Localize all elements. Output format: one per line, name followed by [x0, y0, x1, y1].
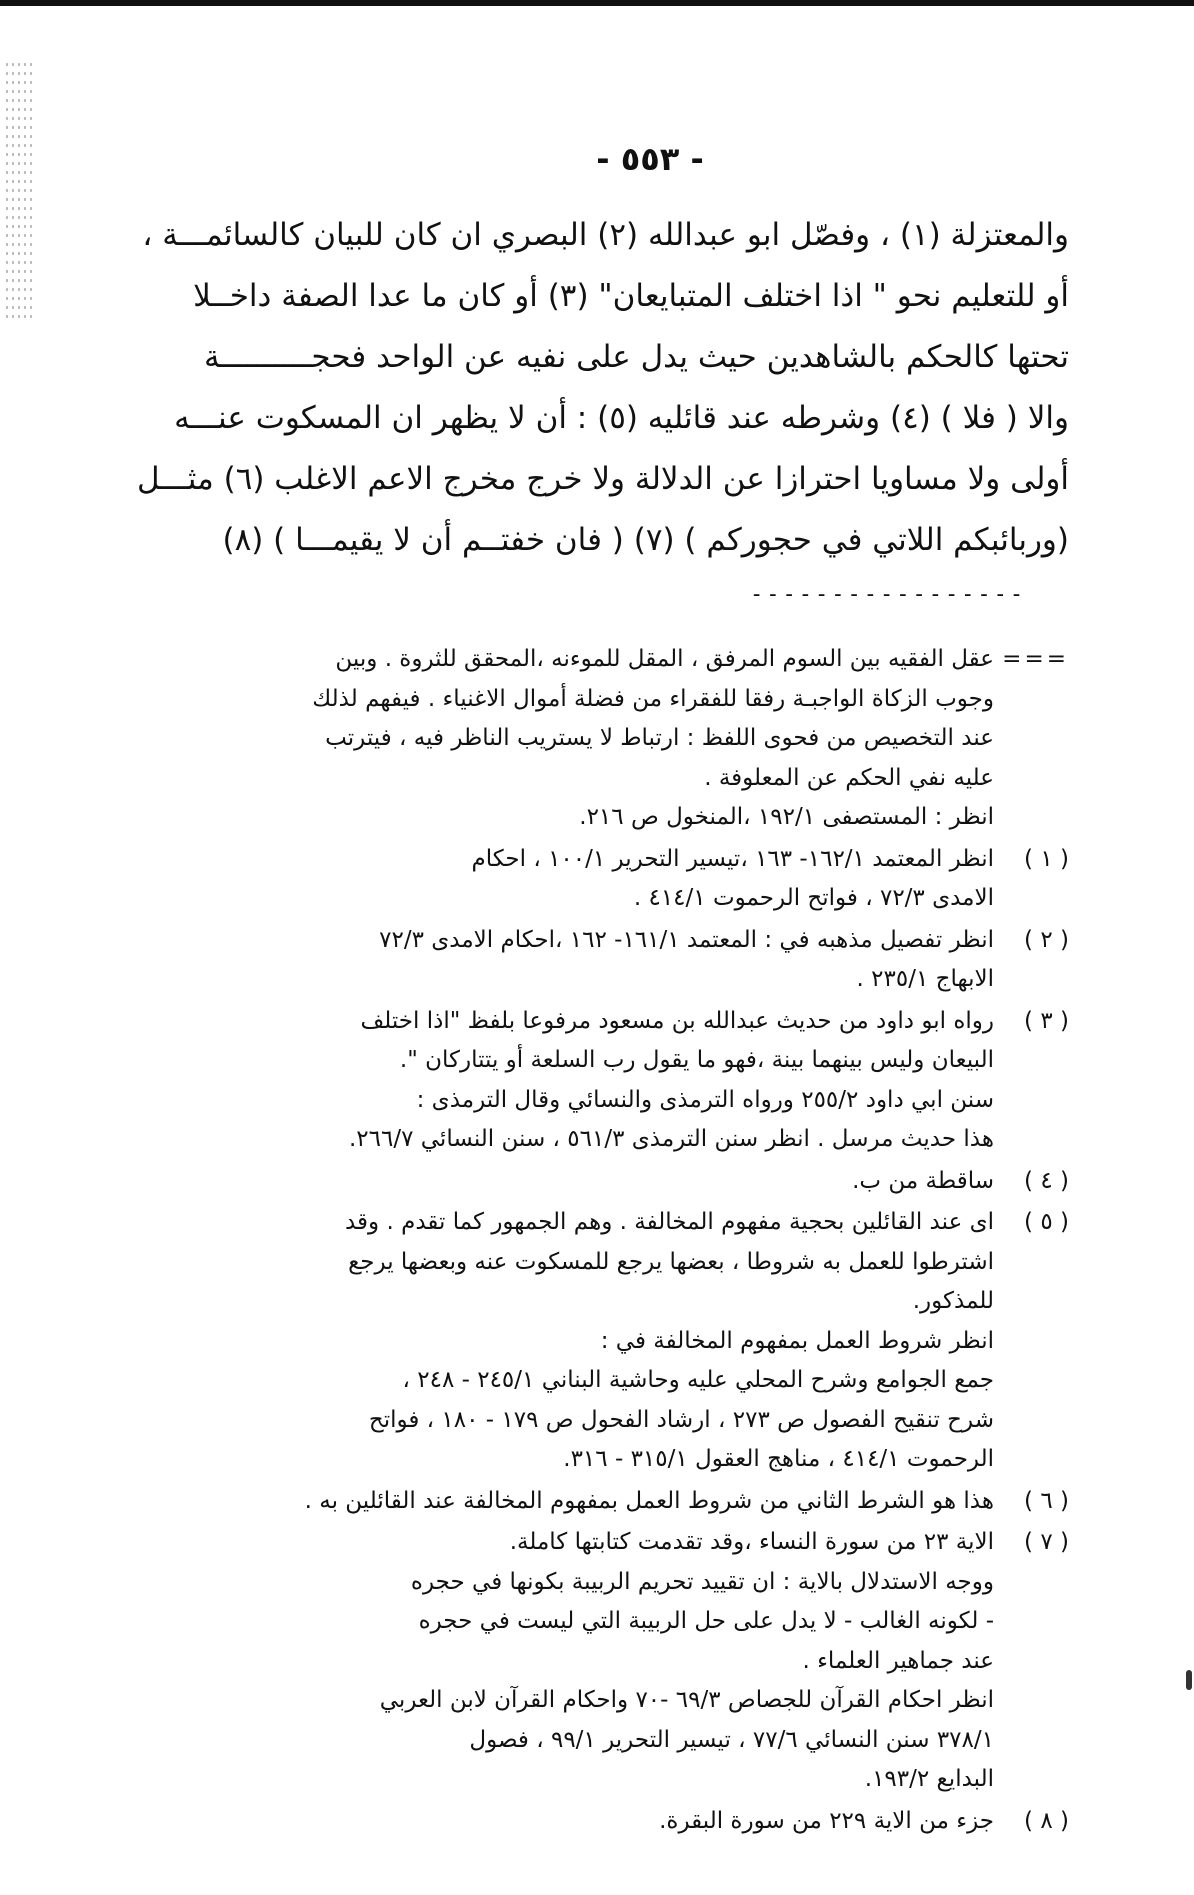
- footnote-line: اشترطوا للعمل به شروطا ، بعضها يرجع للمسكوت عنه وبعضها يرجع: [348, 1248, 994, 1275]
- footnote-body: [129, 921, 994, 1000]
- page-number: - ٥٥٣ -: [596, 140, 704, 178]
- footnote-number: ===: [1002, 646, 1069, 672]
- footnote-line: الرحموت ٤١٤/١ ، مناهج العقول ٣١٥/١ - ٣١٦.: [563, 1446, 994, 1472]
- footnote-line: ووجه الاستدلال بالاية : ان تقييد تحريم الربيبة بكونها في حجره: [410, 1568, 994, 1595]
- footnote-body: [129, 1203, 994, 1480]
- footnote-body: [129, 1482, 994, 1522]
- footnote-line: ساقطة من ب.: [852, 1167, 994, 1194]
- footnote-line: عليه نفي الحكم عن المعلوفة .: [704, 764, 994, 791]
- footnote-body: [129, 1162, 994, 1202]
- main-text-line: والا ( فلا ) (٤) وشرطه عند قائليه (٥) : أن لا يظهر ان المسكوت عنـــه: [174, 400, 1069, 436]
- main-text-line: والمعتزلة (١) ، وفصّل ابو عبدالله (٢) البصري ان كان للبيان كالسائمـــة ،: [142, 217, 1069, 253]
- footnote-8: [129, 1802, 1069, 1842]
- footnote-1: [129, 840, 1069, 919]
- scan-speckle-margin: [4, 60, 34, 320]
- main-text-line: أولى ولا مساويا احترازا عن الدلالة ولا خرج مخرج الاعم الاغلب (٦) مثـــل: [137, 461, 1069, 497]
- footnote-number: ( ٢ ): [1024, 926, 1069, 953]
- footnote-line: انظر احكام القرآن للجصاص ٦٩/٣ -٧٠ واحكام القرآن لابن العربي: [379, 1687, 994, 1713]
- footnote-line: هذا حديث مرسل . انظر سنن الترمذى ٥٦١/٣ ، سنن النسائي ٢٦٦/٧.: [348, 1126, 994, 1152]
- footnote-line: الامدى ٧٢/٣ ، فواتح الرحموت ٤١٤/١ .: [633, 885, 994, 911]
- footnote-number: ( ٧ ): [1024, 1529, 1069, 1555]
- footnote-number: ( ١ ): [1024, 845, 1069, 872]
- footnote-line: - لكونه الغالب - لا يدل على حل الربيبة التي ليست في حجره: [418, 1608, 994, 1634]
- footnote-3: [129, 1002, 1069, 1160]
- main-text-line: (وربائبكم اللاتي في حجوركم ) (٧) ( فان خفتــم أن لا يقيمـــا ) (٨): [222, 522, 1069, 558]
- footnote-line: اى عند القائلين بحجية مفهوم المخالفة . وهم الجمهور كما تقدم . وقد: [344, 1209, 994, 1235]
- footnote-line: جزء من الاية ٢٢٩ من سورة البقرة.: [659, 1807, 994, 1834]
- footnote-body: [129, 1802, 994, 1842]
- footnote-number: ( ٦ ): [1024, 1487, 1069, 1514]
- footnote-line: انظر شروط العمل بمفهوم المخالفة في :: [600, 1327, 994, 1354]
- footnote-body: [129, 640, 994, 838]
- footnote-body: [129, 1523, 994, 1800]
- footnote-number: ( ٤ ): [1024, 1167, 1069, 1194]
- footnote-line: الاية ٢٣ من سورة النساء ،وقد تقدمت كتابتها كاملة.: [509, 1529, 994, 1555]
- footnote-line: هذا هو الشرط الثاني من شروط العمل بمفهوم المخالفة عند القائلين به .: [304, 1487, 994, 1514]
- footnote-body: [129, 840, 994, 919]
- footnote-line: سنن ابي داود ٢٥٥/٢ ورواه الترمذى والنسائي وقال الترمذى :: [416, 1086, 994, 1113]
- footnote-line: انظر المعتمد ١٦٢/١- ١٦٣ ،تيسير التحرير ١٠٠/١ ، احكام: [471, 845, 994, 872]
- footnote-line: جمع الجوامع وشرح المحلي عليه وحاشية البناني ٢٤٥/١ - ٢٤٨ ،: [402, 1367, 994, 1393]
- footnote-2: [129, 921, 1069, 1000]
- footnote-line: انظر تفصيل مذهبه في : المعتمد ١٦١/١- ١٦٢ ،احكام الامدى ٧٢/٣: [379, 926, 994, 953]
- footnote-line: عند التخصيص من فحوى اللفظ : ارتباط لا يستريب الناظر فيه ، فيترتب: [325, 725, 994, 751]
- footnote-line: للمذكور.: [912, 1288, 994, 1314]
- footnote-number: ( ٥ ): [1024, 1209, 1069, 1235]
- footnote-7: [129, 1523, 1069, 1800]
- footnote-body: [129, 1002, 994, 1160]
- footnote-line: انظر : المستصفى ١٩٢/١ ،المنخول ص ٢١٦.: [579, 804, 994, 830]
- footnote-line: البدايع ١٩٣/٢.: [864, 1766, 994, 1792]
- footnote-line: رواه ابو داود من حديث عبدالله بن مسعود مرفوعا بلفظ "اذا اختلف: [360, 1007, 994, 1034]
- scan-edge-mark: [1186, 1670, 1192, 1690]
- main-text-line: أو للتعليم نحو " اذا اختلف المتبايعان" (٣) أو كان ما عدا الصفة داخــلا: [193, 278, 1069, 314]
- footnote-line: ٣٧٨/١ سنن النسائي ٧٧/٦ ، تيسير التحرير ٩٩/١ ، فصول: [469, 1726, 994, 1753]
- footnote-line: عقل الفقيه بين السوم المرفق ، المقل للموءنه ،المحقق للثروة . وبين: [335, 646, 994, 672]
- footnote-number: ( ٨ ): [1024, 1807, 1069, 1834]
- footnote-line: عند جماهير العلماء .: [802, 1647, 994, 1674]
- footnote-number: ( ٣ ): [1024, 1007, 1069, 1034]
- footnote-continuation: [129, 640, 1069, 838]
- footnote-line: الابهاج ٢٣٥/١ .: [856, 966, 994, 992]
- footnote-5: [129, 1203, 1069, 1480]
- footnote-4: [129, 1162, 1069, 1202]
- footnote-line: وجوب الزكاة الواجبـة رفقا للفقراء من فضلة أموال الاغنياء . فيفهم لذلك: [312, 685, 994, 712]
- top-border-rule: [0, 0, 1194, 6]
- footnotes-block: [129, 640, 1069, 1843]
- main-text-block: [137, 205, 1069, 571]
- main-text-line: تحتها كالحكم بالشاهدين حيث يدل على نفيه عن الواحد فحجــــــــــة: [203, 339, 1069, 375]
- footnote-6: [129, 1482, 1069, 1522]
- footnote-line: شرح تنقيح الفصول ص ٢٧٣ ، ارشاد الفحول ص ١٧٩ - ١٨٠ ، فواتح: [368, 1406, 994, 1433]
- footnote-line: البيعان وليس بينهما بينة ،فهو ما يقول رب السلعة أو يتتاركان ".: [399, 1047, 994, 1073]
- footnote-separator: -----------------: [750, 582, 1027, 607]
